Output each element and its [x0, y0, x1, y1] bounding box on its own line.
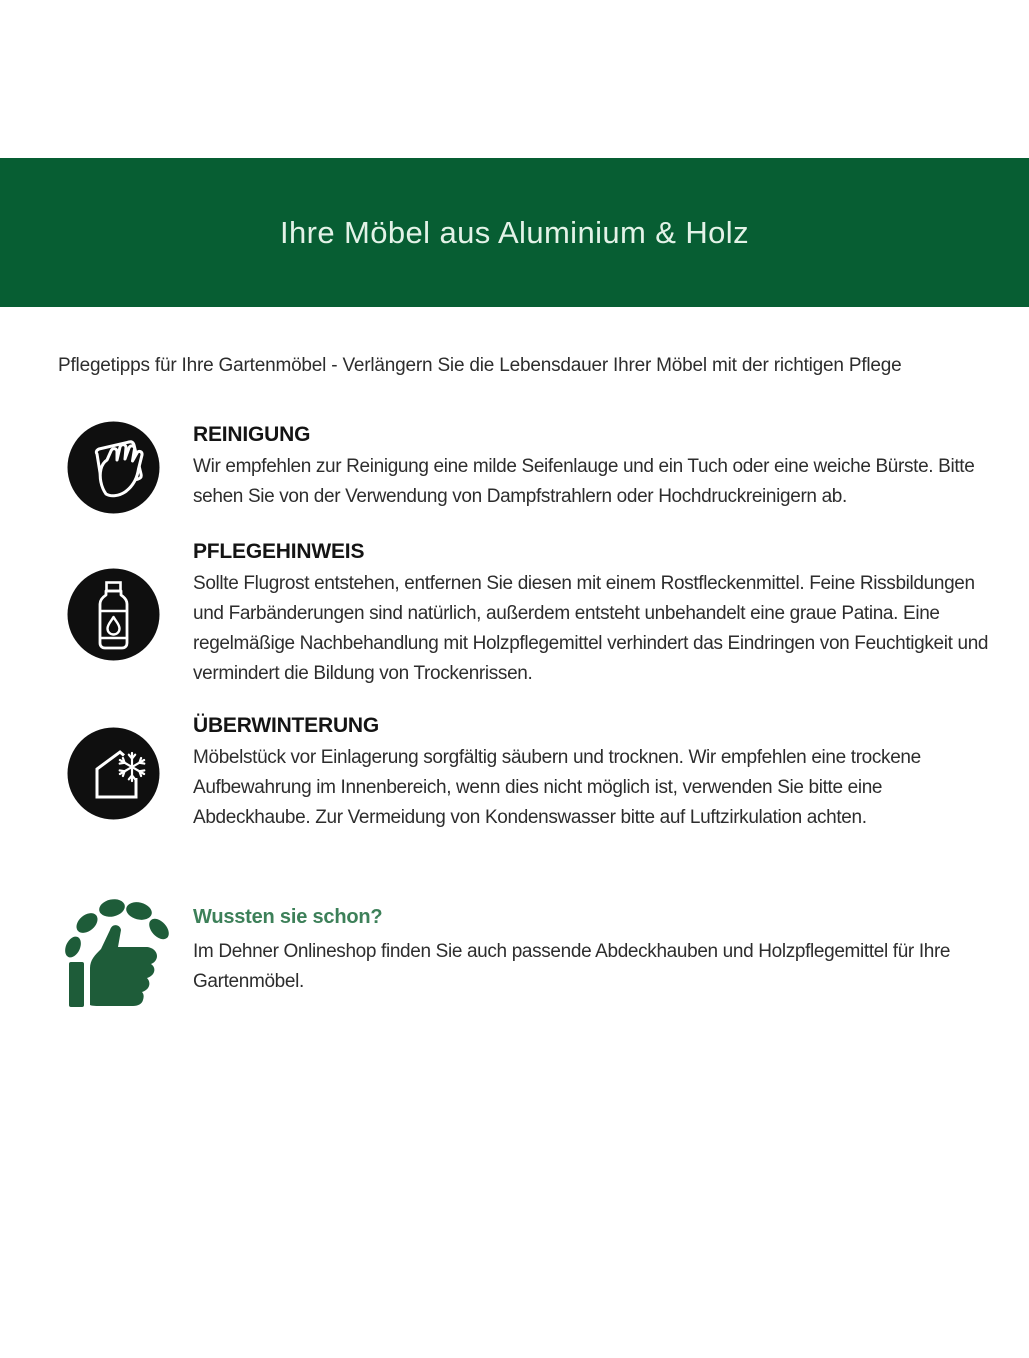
- section-text-block: [193, 714, 995, 833]
- section-title: ÜBERWINTERUNG: [193, 714, 380, 737]
- tip-text-block: [193, 906, 993, 997]
- care-sections: [66, 420, 1029, 833]
- tip-title: Wussten sie schon?: [193, 905, 383, 928]
- tip-body: Im Dehner Onlineshop finden Sie auch passende Abdeckhauben und Holzpflegemittel für Ihre Gartenmöbel.: [193, 940, 951, 992]
- winter-storage-house-snowflake-icon: [66, 726, 161, 821]
- care-instructions-page: [0, 158, 1029, 1358]
- header-band: [0, 158, 1029, 307]
- section-text-block: [193, 540, 995, 689]
- section-text-block: [193, 423, 995, 512]
- section-pflegehinweis: [66, 540, 1029, 689]
- section-title: REINIGUNG: [193, 423, 311, 446]
- section-ueberwinterung: [66, 714, 1029, 833]
- section-body: Möbelstück vor Einlagerung sorgfältig säubern und trocknen. Wir empfehlen eine trockene Aufbewahrung im Innenbereich, wenn dies nicht möglich ist, verwenden Sie bitte eine Abdeckhaube. Zur Vermeidung von Kondenswasser bitte auf Luftzirkulation achten.: [193, 747, 921, 828]
- cleaning-hand-cloth-icon: [66, 420, 161, 515]
- page-title: Ihre Möbel aus Aluminium & Holz: [280, 214, 749, 250]
- section-reinigung: [66, 420, 1029, 515]
- intro-text: Pflegetipps für Ihre Gartenmöbel - Verlängern Sie die Lebensdauer Ihrer Möbel mit der richtigen Pflege: [58, 355, 902, 376]
- section-title: PFLEGEHINWEIS: [193, 540, 365, 563]
- thumbs-up-leaves-icon: [57, 890, 169, 1012]
- section-body: Wir empfehlen zur Reinigung eine milde Seifenlauge und ein Tuch oder eine weiche Bürste. Bitte sehen Sie von der Verwendung von Dampfstrahlern oder Hochdruckreinigern ab.: [193, 456, 975, 507]
- care-product-bottle-icon: [66, 567, 161, 662]
- did-you-know-section: [57, 890, 1029, 1012]
- section-body: Sollte Flugrost entstehen, entfernen Sie diesen mit einem Rostfleckenmittel. Feine Rissbildungen und Farbänderungen sind natürlich, außerdem entsteht unbehandelt eine graue Patina. Eine regelmäßige Nachbehandlung mit Holzpflegemittel verhindert das Eindringen von Feuchtigkeit und vermindert die Bildung von Trockenrissen.: [193, 573, 989, 684]
